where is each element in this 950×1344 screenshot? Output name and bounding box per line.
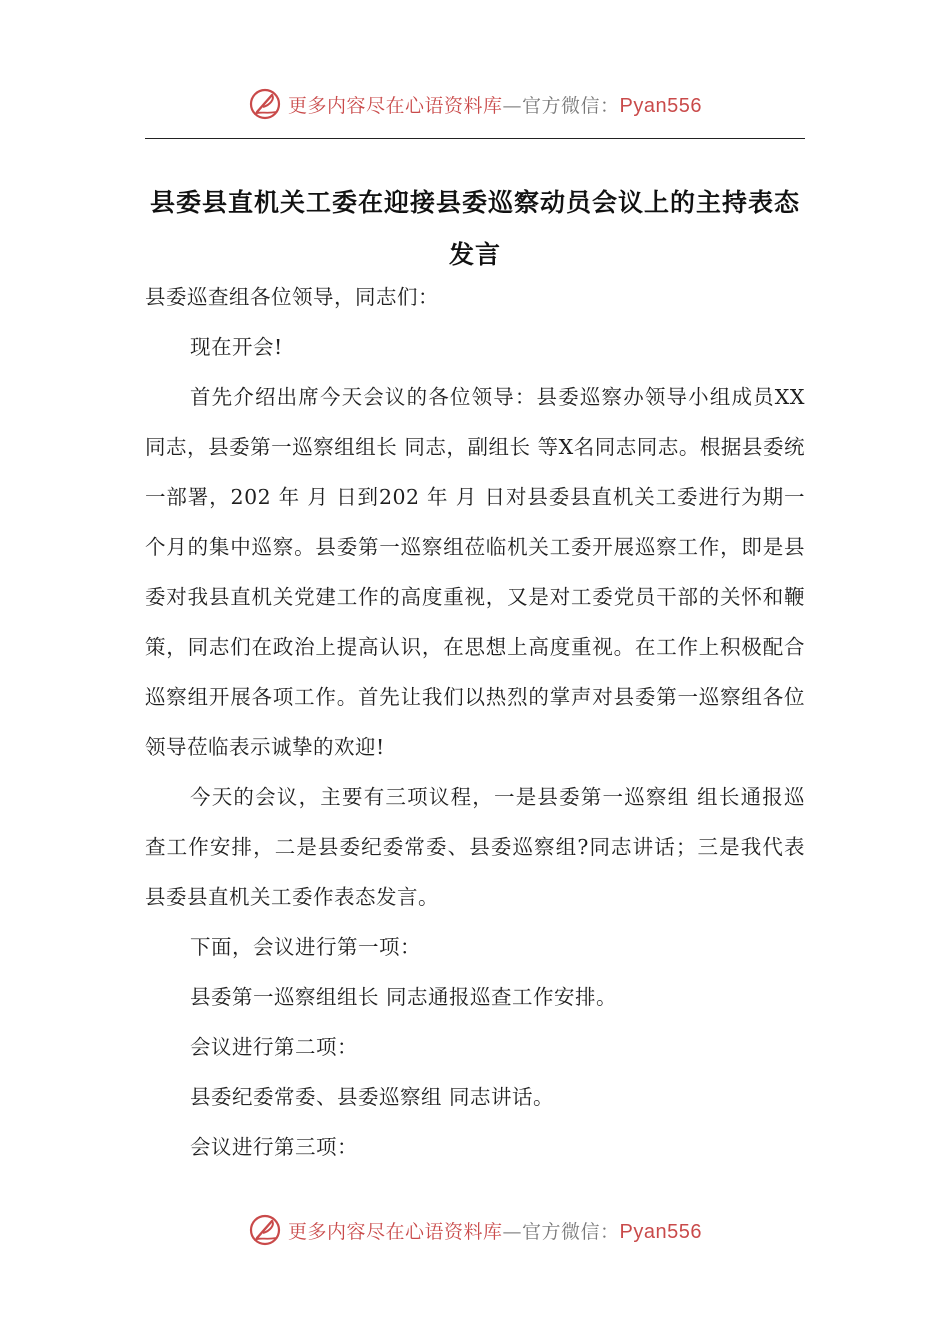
watermark-wechat-id: Pyan556 (619, 1220, 702, 1243)
body-paragraph: 下面，会议进行第一项： (190, 935, 421, 959)
salutation-paragraph: 县委巡查组各位领导，同志们： (145, 285, 439, 309)
watermark-wechat-id: Pyan556 (619, 94, 702, 117)
body-paragraph: 会议进行第二项： (190, 1035, 358, 1059)
footer-watermark (0, 1208, 950, 1252)
watermark-text (288, 1217, 702, 1244)
quill-logo-icon (248, 87, 282, 121)
body-paragraph: 县委纪委常委、县委巡察组 同志讲话。 (190, 1085, 555, 1109)
header-divider (145, 138, 805, 139)
body-paragraph: 现在开会! (190, 335, 283, 359)
document-title: 县委县直机关工委在迎接县委巡察动员会议上的主持表态发言 (149, 187, 800, 269)
body-paragraph: 今天的会议，主要有三项议程，一是县委第一巡察组 组长通报巡查工作安排，二是县委纪委常委、县委巡察组?同志讲话；三是我代表县委县直机关工委作表态发言。 (145, 785, 805, 909)
header-watermark (0, 82, 950, 126)
watermark-brand: 更多内容尽在心语资料库 (288, 1220, 503, 1243)
document-body (145, 272, 805, 1172)
watermark-wechat-label: 官方微信： (522, 1220, 620, 1243)
watermark-dash: — (502, 1220, 523, 1243)
body-paragraph: 会议进行第三项： (190, 1135, 358, 1159)
watermark-text (288, 91, 702, 118)
watermark-dash: — (502, 94, 523, 117)
watermark-brand: 更多内容尽在心语资料库 (288, 94, 503, 117)
quill-logo-icon (248, 1213, 282, 1247)
body-paragraph: 首先介绍出席今天会议的各位领导：县委巡察办领导小组成员XX同志，县委第一巡察组组长 同志，副组长 等X名同志同志。根据县委统一部署，202 年 月 日到202 年 月 日对县委县直机关工委进行为期一个月的集中巡察。县委第一巡察组莅临机关工委开展巡察工作，即是县委对我县直机关党建工作的高度重视，又是对工委党员干部的关怀和鞭策，同志们在政治上提高认识，在思想上高度重视。在工作上积极配合巡察组开展各项工作。首先让我们以热烈的掌声对县委第一巡察组各位领导莅临表示诚挚的欢迎! (145, 385, 805, 759)
watermark-wechat-label: 官方微信： (522, 94, 620, 117)
body-paragraph: 县委第一巡察组组长 同志通报巡查工作安排。 (190, 985, 618, 1009)
